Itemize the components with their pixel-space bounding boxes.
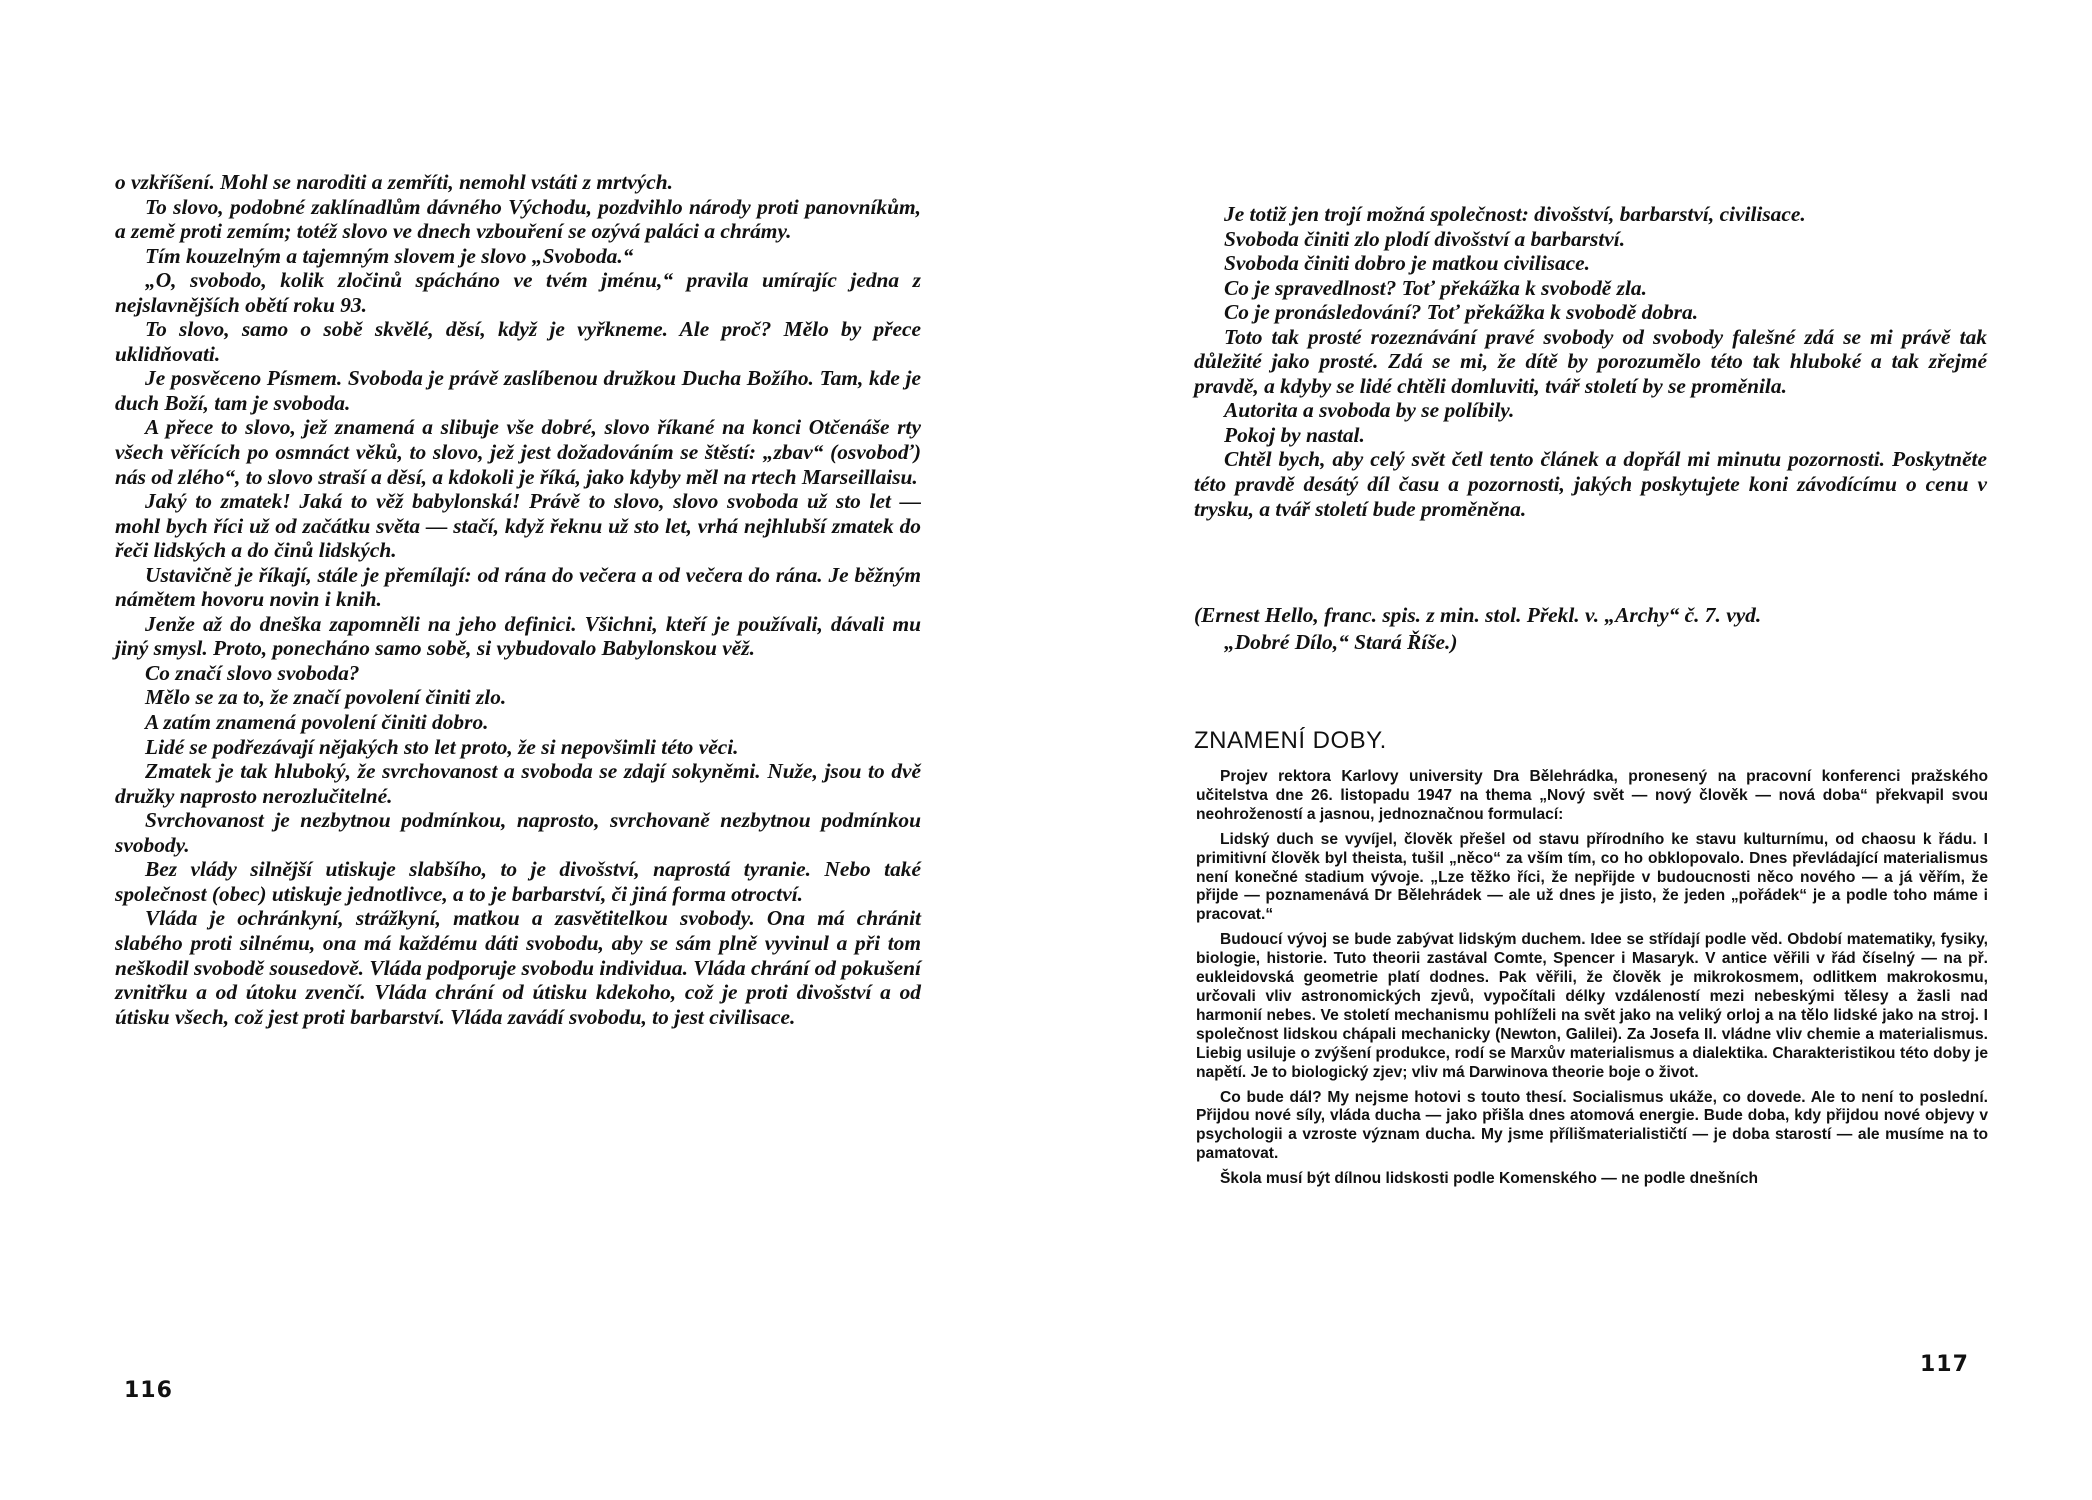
- right-paragraph: Chtěl bych, aby celý svět četl tento článek a dopřál mi minutu pozornosti. Poskytněte této pravdě desátý díl času a pozornosti, jakých poskytujete koni závodícímu o cenu v trysku, a tvář století bude proměněna.: [1194, 447, 1987, 521]
- left-paragraph: „O, svobodo, kolik zločinů spácháno ve tvém jménu,“ pravila umírajíc jedna z nejslavnějších obětí roku 93.: [115, 268, 921, 317]
- right-paragraph: Svoboda činiti dobro je matkou civilisace.: [1224, 251, 1590, 276]
- citation-line-1: (Ernest Hello, franc. spis. z min. stol. Překl. v. „Archy“ č. 7. vyd.: [1194, 603, 1762, 627]
- left-paragraph: Jaký to zmatek! Jaká to věž babylonská! Právě to slovo, slovo svoboda už sto let — mohl bych říci už od začátku světa — stačí, když řeknu už sto let, vrhá nejhlubší zmatek do řeči lidských a do činů lidských.: [115, 489, 921, 563]
- right-paragraph: Je totiž jen trojí možná společnost: divošství, barbarství, civilisace.: [1224, 202, 1806, 226]
- citation: [1194, 602, 1987, 656]
- small-print-paragraph: Projev rektora Karlovy university Dra Bělehrádka, pronesený na pracovní konferenci pražského učitelstva dne 26. listopadu 1947 na thema „Nový svět — nový člověk — nová doba“ překvapil svou neohrožeností a jasnou, jednoznačnou formulací:: [1196, 768, 1988, 823]
- left-paragraph: A zatím znamená povolení činiti dobro.: [145, 710, 489, 735]
- small-print-text: [1196, 768, 1988, 1189]
- page-number-right: 117: [1920, 1352, 1969, 1377]
- left-paragraph: Ustavičně je říkají, stále je přemílají: od rána do večera a od večera do rána. Je běžným námětem hovoru novin i knih.: [115, 562, 921, 612]
- right-paragraph: Autorita a svoboda by se políbily.: [1224, 398, 1515, 423]
- right-paragraph: Svoboda činiti zlo plodí divošství a barbarství.: [1224, 226, 1626, 251]
- left-paragraph: To slovo, podobné zaklínadlům dávného Východu, pozdvihlo národy proti panovníkům, a země proti zemím; totéž slovo ve dnech vzbouření se ozývá paláci a chrámy.: [115, 194, 921, 244]
- left-paragraph: Tím kouzelným a tajemným slovem je slovo „Svoboda.“: [145, 243, 634, 268]
- page-number-left: 116: [124, 1378, 173, 1403]
- right-page-quote-text: [1194, 202, 1987, 521]
- left-paragraph: o vzkříšení. Mohl se naroditi a zemříti, nemohl vstáti z mrtvých.: [115, 170, 673, 194]
- right-paragraph: Co je pronásledování? Toť překážka k svobodě dobra.: [1224, 300, 1699, 325]
- left-paragraph: Mělo se za to, že značí povolení činiti zlo.: [145, 685, 507, 710]
- left-paragraph: Svrchovanost je nezbytnou podmínkou, naprosto, svrchovaně nezbytnou podmínkou svobody.: [115, 808, 921, 857]
- left-paragraph: Co značí slovo svoboda?: [145, 660, 360, 685]
- citation-line-2: „Dobré Dílo,“ Stará Říše.): [1224, 630, 1458, 654]
- left-page-body-text: [115, 170, 921, 1029]
- left-paragraph: Je posvěceno Písmem. Svoboda je právě zaslíbenou družkou Ducha Božího. Tam, kde je duch Boží, tam je svoboda.: [115, 366, 921, 415]
- small-print-paragraph: Lidský duch se vyvíjel, člověk přešel od stavu přírodního ke stavu kulturnímu, od chaosu k řádu. I primitivní člověk byl theista, tušil „něco“ za vším tím, co ho obklopovalo. Dnes převládající materialismus není konečné stadium vývoje. „Lze těžko říci, že nepřijde v budoucnosti něco nového — a já věřím, že přijde — poznamenává Dr Bělehrádek — ale už dnes je jisto, že jeden „pořádek“ je a podle toho máme i pracovat.“: [1196, 830, 1988, 924]
- small-print-paragraph: Škola musí být dílnou lidskosti podle Komenského — ne podle dnešních: [1220, 1170, 1759, 1188]
- left-paragraph: Zmatek je tak hluboký, že svrchovanost a svoboda se zdají sokyněmi. Nuže, jsou to dvě družky naprosto nerozlučitelné.: [115, 759, 921, 808]
- left-paragraph: Jenže až do dneška zapomněli na jeho definici. Všichni, kteří je používali, dávali mu jiný smysl. Proto, ponecháno samo sobě, si vybudovalo Babylonskou věž.: [115, 611, 921, 661]
- right-page: [1046, 0, 2092, 1500]
- right-paragraph: Toto tak prosté rozeznávání pravé svobody od svobody falešné zdá se mi právě tak důležité jako prosté. Zdá se mi, že dítě by porozumělo této tak hluboké a tak zřejmé pravdě, a kdyby se lidé chtěli domluviti, tvář století by se proměnila.: [1194, 324, 1987, 398]
- left-paragraph: Lidé se podřezávají nějakých sto let proto, že si nepovšimli této věci.: [145, 734, 739, 759]
- left-paragraph: Bez vlády silnější utiskuje slabšího, to je divošství, naprostá tyranie. Nebo také společnost (obec) utiskuje jednotlivce, a to je barbarství, či jiná forma otroctví.: [115, 857, 921, 906]
- left-paragraph: To slovo, samo o sobě skvělé, děsí, když je vyřkneme. Ale proč? Mělo by přece uklidňovati.: [115, 317, 921, 366]
- left-paragraph: Vláda je ochránkyní, strážkyní, matkou a zasvětitelkou svobody. Ona má chránit slabého proti silnému, ona má každému dáti svobodu, aby se sám plně vyvinul a při tom neškodil svobodě sousedově. Vláda podporuje svobodu individua. Vláda chrání od pokušení zvnitřku a od útoku zvenčí. Vláda chrání od útisku kdekoho, což je proti divošství a od útisku všech, což jest proti barbarství. Vláda zavádí svobodu, to jest civilisace.: [115, 906, 921, 1029]
- right-paragraph: Pokoj by nastal.: [1224, 422, 1365, 447]
- right-paragraph: Co je spravedlnost? Toť překážka k svobodě zla.: [1224, 275, 1647, 300]
- section-heading: ZNAMENÍ DOBY.: [1194, 726, 1387, 754]
- small-print-paragraph: Budoucí vývoj se bude zabývat lidským duchem. Idee se střídají podle věd. Období matematiky, fysiky, biologie, historie. Tuto theorii zastával Comte, Spencer i Masaryk. V antice věřili v řád číselný — na př. eukleidovská geometrie platí dodnes. Pak věřili, že člověk je mikrokosmem, odlitkem makrokosmu, určovali vliv astronomických zjevů, vypočítali délky vzdáleností mezi nebeskými tělesy a žasli nad harmonií nebes. Ve století mechanismu pohlíželi na svět jako na veliký orloj a na tělo lidské jako na stroj. I společnost lidskou chápali mechanicky (Newton, Galilei). Za Josefa II. vládne vliv chemie a materialismus. Liebig usiluje o zvýšení produkce, rodí se Marxův materialismus a dialektika. Charakteristikou této doby je napětí. Je to biologický zjev; vliv má Darwinova theorie boje o život.: [1196, 931, 1988, 1081]
- left-paragraph: A přece to slovo, jež znamená a slibuje vše dobré, slovo říkané na konci Otčenáše rty všech věřících po osmnáct věků, to slovo, jež jest dožadováním se štěstí: „zbav“ (osvoboď) nás od zlého“, to slovo straší a děsí, a kdokoli je říká, jako kdyby měl na rtech Marseillaisu.: [115, 415, 921, 489]
- small-print-paragraph: Co bude dál? My nejsme hotovi s touto thesí. Socialismus ukáže, co dovede. Ale to není to poslední. Přijdou nové síly, vláda ducha — jako přišla dnes atomová energie. Bude doba, kdy přijdou nové objevy v psychologii a vzroste význam ducha. My jsme přílišmaterialističtí — je doba starostí — ale musíme na to pamatovat.: [1196, 1088, 1988, 1163]
